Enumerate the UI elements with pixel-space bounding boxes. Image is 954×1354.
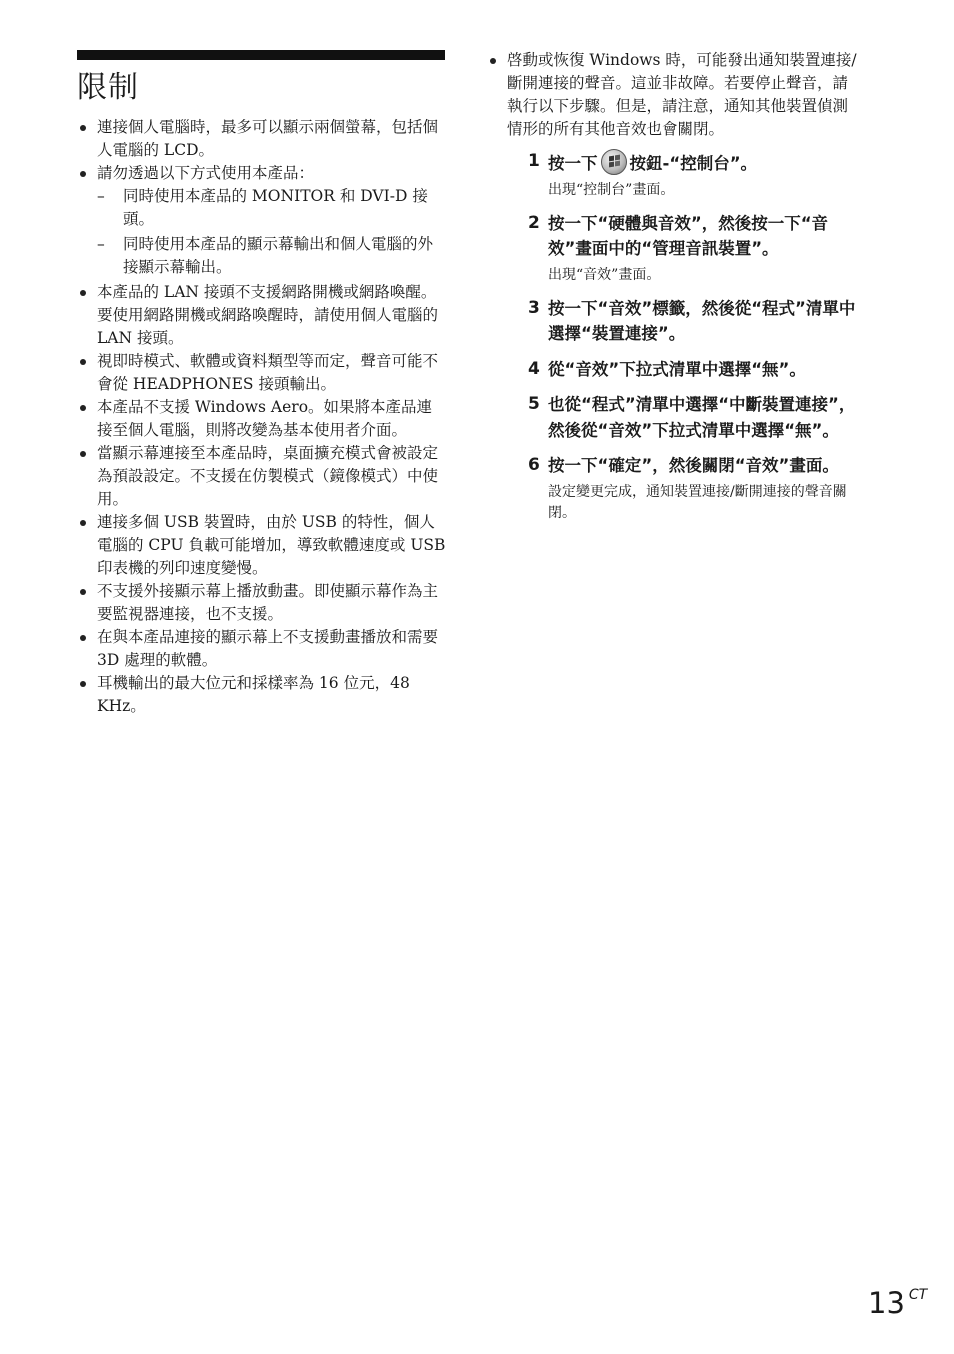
bullet-icon bbox=[80, 359, 86, 365]
list-item bbox=[78, 626, 446, 672]
procedure-steps bbox=[488, 149, 860, 524]
list-item bbox=[78, 442, 446, 511]
step-note: 出現“控制台”畫面。 bbox=[548, 181, 675, 198]
bullet-icon bbox=[80, 681, 86, 687]
windows-start-icon bbox=[601, 149, 627, 175]
step-text: 按一下“音效”標籤，然後從“程式”清單中選擇“裝置連接”。 bbox=[548, 298, 856, 343]
list-item bbox=[78, 396, 446, 442]
step-number: 4 bbox=[528, 358, 540, 379]
list-item-text: 在與本產品連接的顯示幕上不支援動畫播放和需要 3D 處理的軟體。 bbox=[97, 628, 439, 669]
restrictions-list bbox=[78, 116, 446, 718]
left-column bbox=[78, 116, 446, 718]
step-text-before-icon: 按一下 bbox=[548, 154, 598, 173]
bullet-icon bbox=[80, 405, 86, 411]
list-item bbox=[78, 162, 446, 279]
sub-list-item bbox=[97, 185, 446, 231]
step-2 bbox=[528, 211, 860, 286]
list-item-text: 視即時模式、軟體或資料類型等而定，聲音可能不會從 HEADPHONES 接頭輸出。 bbox=[97, 352, 439, 393]
list-item-text: 當顯示幕連接至本產品時，桌面擴充模式會被設定為預設設定。不支援在仿製模式（鏡像模式）中使用。 bbox=[97, 444, 439, 508]
page-number: 13 $^{CT}$ bbox=[868, 1286, 928, 1320]
list-item bbox=[78, 281, 446, 350]
step-note: 設定變更完成，通知裝置連接/斷開連接的聲音關閉。 bbox=[548, 483, 847, 521]
list-item bbox=[78, 350, 446, 396]
step-1 bbox=[528, 149, 860, 201]
step-text: 按一下“確定”，然後關閉“音效”畫面。 bbox=[548, 456, 839, 475]
step-number: 2 bbox=[528, 212, 540, 233]
list-item-text: 本產品不支援 Windows Aero。如果將本產品連接至個人電腦，則將改變為基本使用者介面。 bbox=[97, 398, 433, 439]
step-text: 按一下“硬體與音效”，然後按一下“音效”畫面中的“管理音訊裝置”。 bbox=[548, 213, 829, 258]
sub-list-item-text: 同時使用本產品的顯示幕輸出和個人電腦的外接顯示幕輸出。 bbox=[123, 235, 434, 276]
list-item-text: 本產品的 LAN 接頭不支援網路開機或網路喚醒。要使用網路開機或網路喚醒時，請使用個人電腦的 LAN 接頭。 bbox=[97, 283, 439, 347]
notice-list bbox=[488, 49, 860, 141]
dash-icon: – bbox=[97, 235, 105, 253]
list-item-text: 連接多個 USB 裝置時，由於 USB 的特性，個人電腦的 CPU 負載可能增加，導致軟體速度或 USB 印表機的列印速度變慢。 bbox=[97, 513, 446, 577]
list-item-text: 請勿透過以下方式使用本產品： bbox=[97, 164, 315, 182]
list-item bbox=[78, 511, 446, 580]
step-number: 3 bbox=[528, 297, 540, 318]
page-suffix: CT bbox=[908, 1287, 928, 1303]
step-number: 5 bbox=[528, 394, 540, 414]
section-rule bbox=[77, 50, 445, 60]
list-item bbox=[78, 116, 446, 162]
step-text: 也從“程式”清單中選擇“中斷裝置連接”，然後從“音效”下拉式清單中選擇“無”。 bbox=[548, 395, 856, 440]
step-6 bbox=[528, 453, 860, 524]
bullet-icon bbox=[80, 125, 86, 131]
step-note: 出現“音效”畫面。 bbox=[548, 266, 661, 283]
step-text: 從“音效”下拉式清單中選擇“無”。 bbox=[548, 359, 806, 379]
sub-list bbox=[97, 185, 446, 279]
bullet-icon bbox=[80, 520, 86, 526]
step-number: 1 bbox=[528, 151, 540, 171]
bullet-icon bbox=[80, 171, 86, 177]
list-item bbox=[488, 49, 860, 141]
list-item-text: 不支援外接顯示幕上播放動畫。即使顯示幕作為主要監視器連接，也不支援。 bbox=[97, 582, 439, 623]
step-number: 6 bbox=[528, 455, 540, 475]
list-item-text: 啓動或恢復 Windows 時，可能發出通知裝置連接/斷開連接的聲音。這並非故障。若要停止聲音，請執行以下步驟。但是，請注意，通知其他裝置偵測情形的所有其他音效也會關閉。 bbox=[507, 51, 857, 138]
list-item-text: 連接個人電腦時，最多可以顯示兩個螢幕，包括個人電腦的 LCD。 bbox=[97, 118, 439, 159]
section-title: 限制 bbox=[77, 70, 139, 105]
step-4 bbox=[528, 357, 860, 383]
right-column bbox=[488, 49, 860, 534]
list-item-text: 耳機輸出的最大位元和採樣率為 16 位元，48 KHz。 bbox=[97, 674, 410, 715]
bullet-icon bbox=[80, 290, 86, 296]
step-text-after-icon: 按鈕-“控制台”。 bbox=[629, 154, 758, 173]
bullet-icon bbox=[80, 451, 86, 457]
bullet-icon bbox=[490, 58, 496, 64]
step-5 bbox=[528, 392, 860, 443]
dash-icon: – bbox=[97, 187, 105, 205]
sub-list-item bbox=[97, 233, 446, 279]
bullet-icon bbox=[80, 635, 86, 641]
sub-list-item-text: 同時使用本產品的 MONITOR 和 DVI-D 接頭。 bbox=[123, 187, 428, 228]
list-item bbox=[78, 580, 446, 626]
list-item bbox=[78, 672, 446, 718]
step-3 bbox=[528, 296, 860, 347]
bullet-icon bbox=[80, 589, 86, 595]
